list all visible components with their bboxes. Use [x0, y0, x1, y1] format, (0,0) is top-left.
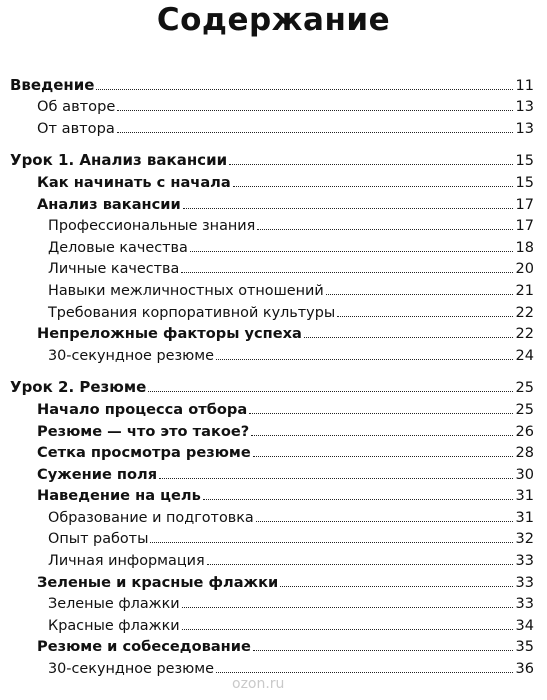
- toc-entry-page-number: 33: [515, 553, 534, 570]
- toc-entry[interactable]: [0, 526, 547, 548]
- toc-entry-title: Образование и подготовка: [0, 510, 255, 526]
- toc-entry-page-number: 15: [515, 153, 534, 170]
- toc-entry-title: Зеленые и красные флажки: [0, 574, 279, 591]
- dot-leader: [181, 272, 512, 273]
- toc-entry[interactable]: [0, 342, 547, 364]
- toc-entry-page-number: 17: [515, 218, 534, 235]
- dot-leader: [190, 251, 513, 252]
- toc-entry-page-number: 15: [515, 174, 534, 191]
- toc-entry[interactable]: [0, 234, 547, 256]
- toc-entry-page-number: 33: [515, 574, 534, 591]
- toc-entry[interactable]: [0, 148, 547, 170]
- section-gap: [0, 364, 547, 375]
- toc-entry-page-number: 20: [515, 261, 534, 278]
- dot-leader: [256, 521, 513, 522]
- toc-entry[interactable]: [0, 418, 547, 440]
- toc-entry[interactable]: [0, 72, 547, 94]
- toc-entry-page-number: 31: [515, 488, 534, 505]
- toc-entry-title: Как начинать с начала: [0, 174, 232, 191]
- toc-entry[interactable]: [0, 655, 547, 677]
- dot-leader: [117, 132, 513, 133]
- dot-leader: [229, 164, 512, 165]
- toc-entry[interactable]: [0, 277, 547, 299]
- toc-entry[interactable]: [0, 634, 547, 656]
- toc-entry[interactable]: [0, 612, 547, 634]
- toc-entry-title: Начало процесса отбора: [0, 401, 248, 418]
- dot-leader: [216, 672, 513, 673]
- dot-leader: [233, 186, 513, 187]
- toc-entry[interactable]: [0, 440, 547, 462]
- dot-leader: [253, 456, 513, 457]
- toc-entry-page-number: 26: [515, 423, 534, 440]
- toc-entry[interactable]: [0, 461, 547, 483]
- toc-entry-title: Сужение поля: [0, 466, 158, 483]
- toc-entry-page-number: 32: [515, 531, 534, 548]
- toc-entry-title: 30-секундное резюме: [0, 661, 215, 677]
- toc-entry-page-number: 22: [515, 304, 534, 321]
- toc-entry[interactable]: [0, 169, 547, 191]
- dot-leader: [159, 478, 512, 479]
- toc-entry[interactable]: [0, 115, 547, 137]
- dot-leader: [96, 89, 512, 90]
- dot-leader: [182, 607, 513, 608]
- dot-leader: [251, 435, 512, 436]
- toc-entry[interactable]: [0, 256, 547, 278]
- toc-entry[interactable]: [0, 321, 547, 343]
- section-gap: [0, 137, 547, 148]
- toc-entry-title: От автора: [0, 120, 116, 137]
- toc-entry[interactable]: [0, 396, 547, 418]
- toc-entry-page-number: 31: [515, 509, 534, 526]
- toc-entry-page-number: 36: [515, 661, 534, 678]
- dot-leader: [216, 359, 513, 360]
- dot-leader: [249, 413, 512, 414]
- toc-entry-page-number: 21: [515, 282, 534, 299]
- toc-entry-title: Сетка просмотра резюме: [0, 444, 252, 461]
- toc-entry-page-number: 11: [515, 77, 534, 94]
- dot-leader: [148, 391, 512, 392]
- toc-entry-title: Об авторе: [0, 98, 116, 115]
- toc-entry-page-number: 24: [515, 347, 534, 364]
- toc-entry-title: Профессиональные знания: [0, 218, 256, 234]
- toc-entry-page-number: 17: [515, 196, 534, 213]
- toc-entry[interactable]: [0, 191, 547, 213]
- toc-entry-title: Личная информация: [0, 553, 206, 569]
- toc-entry-title: Личные качества: [0, 261, 180, 277]
- toc-entry[interactable]: [0, 504, 547, 526]
- toc-entry-title: Требования корпоративной культуры: [0, 305, 336, 321]
- dot-leader: [304, 337, 513, 338]
- toc-entry[interactable]: [0, 375, 547, 397]
- toc-entry[interactable]: [0, 299, 547, 321]
- toc-entry-page-number: 33: [515, 596, 534, 613]
- toc-entry-title: Резюме — что это такое?: [0, 423, 250, 440]
- toc-entry[interactable]: [0, 483, 547, 505]
- dot-leader: [207, 564, 513, 565]
- toc-entry-title: Введение: [0, 76, 95, 94]
- table-of-contents: [0, 72, 547, 677]
- toc-entry-title: Резюме и собеседование: [0, 638, 252, 655]
- toc-entry-title: Деловые качества: [0, 240, 189, 256]
- toc-entry-page-number: 28: [515, 445, 534, 462]
- toc-entry-page-number: 25: [515, 401, 534, 418]
- dot-leader: [337, 316, 512, 317]
- dot-leader: [182, 629, 513, 630]
- toc-entry-page-number: 30: [515, 466, 534, 483]
- toc-entry-title: Непреложные факторы успеха: [0, 325, 303, 342]
- toc-entry-title: Опыт работы: [0, 531, 149, 547]
- dot-leader: [203, 499, 513, 500]
- dot-leader: [257, 229, 512, 230]
- toc-entry-title: 30-секундное резюме: [0, 348, 215, 364]
- toc-entry-page-number: 25: [515, 380, 534, 397]
- toc-entry-title: Навыки межличностных отношений: [0, 283, 325, 299]
- toc-entry-title: Наведение на цель: [0, 487, 202, 504]
- dot-leader: [183, 208, 513, 209]
- toc-entry[interactable]: [0, 213, 547, 235]
- toc-entry[interactable]: [0, 569, 547, 591]
- dot-leader: [253, 650, 513, 651]
- toc-entry-title: Урок 1. Анализ вакансии: [0, 151, 228, 169]
- dot-leader: [117, 110, 512, 111]
- toc-entry[interactable]: [0, 547, 547, 569]
- toc-entry-page-number: 35: [515, 639, 534, 656]
- dot-leader: [150, 542, 512, 543]
- toc-entry-page-number: 13: [515, 99, 534, 116]
- watermark: ozon.ru: [232, 676, 285, 692]
- dot-leader: [280, 586, 512, 587]
- toc-entry-title: Зеленые флажки: [0, 596, 181, 612]
- dot-leader: [326, 294, 513, 295]
- toc-entry[interactable]: [0, 591, 547, 613]
- toc-entry-title: Красные флажки: [0, 618, 181, 634]
- toc-entry-page-number: 22: [515, 326, 534, 343]
- toc-entry-title: Анализ вакансии: [0, 196, 182, 213]
- toc-entry-page-number: 18: [515, 239, 534, 256]
- toc-entry-page-number: 13: [515, 120, 534, 137]
- toc-entry[interactable]: [0, 94, 547, 116]
- toc-entry-page-number: 34: [515, 617, 534, 634]
- page-title: Содержание: [156, 2, 391, 38]
- toc-entry-title: Урок 2. Резюме: [0, 378, 147, 396]
